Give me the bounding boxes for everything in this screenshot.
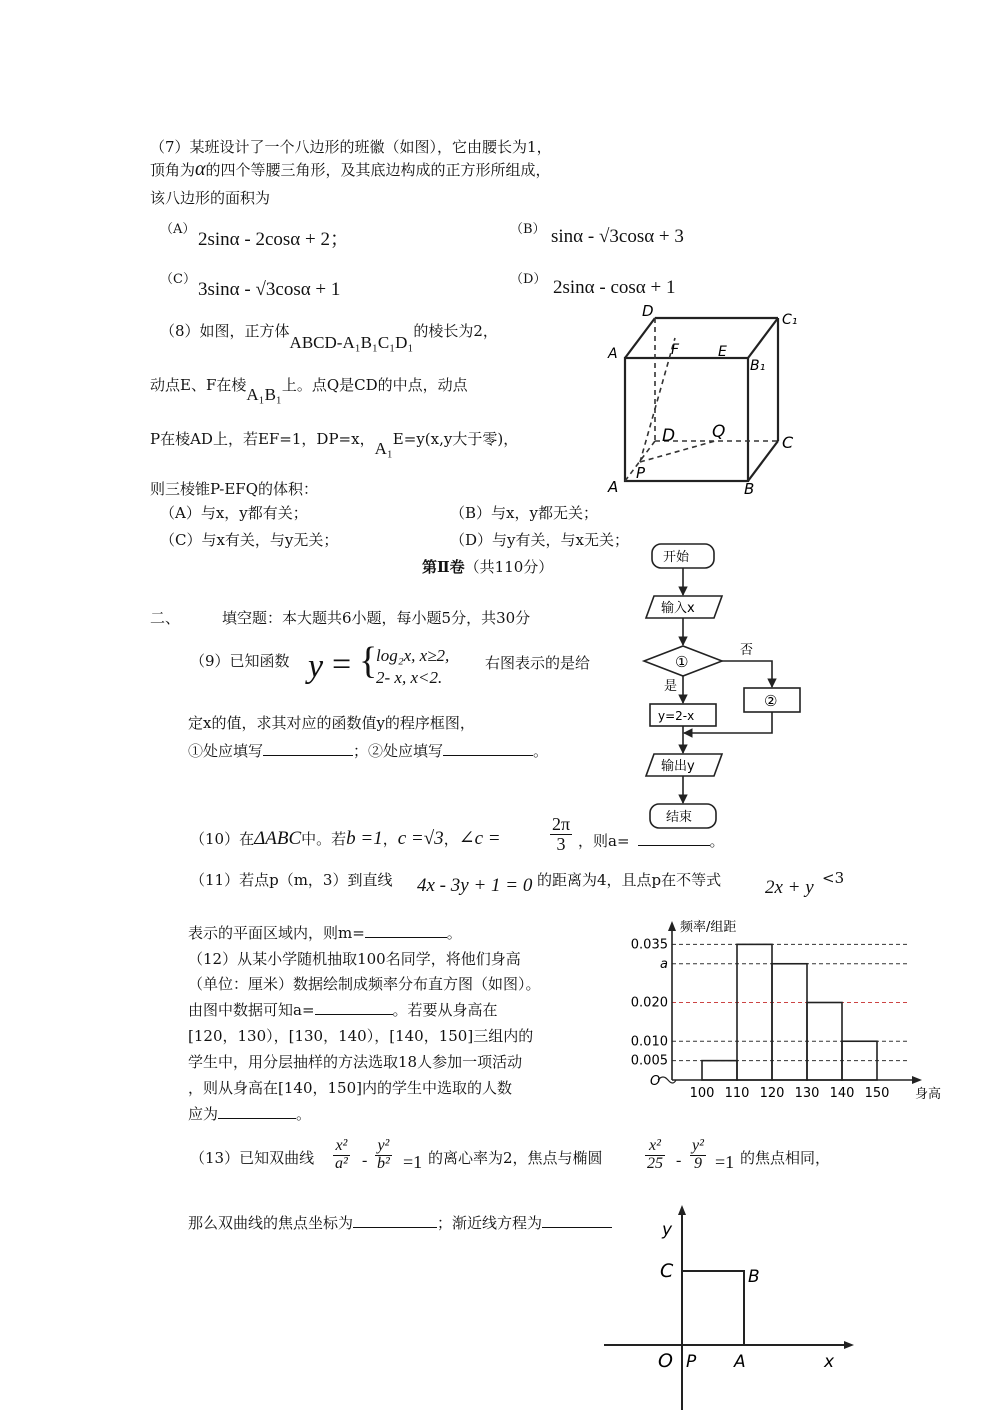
coord-x-label: x	[824, 1352, 835, 1372]
q7-line2-a: 顶角为	[150, 161, 196, 179]
q13-line2-b: ；渐近线方程为	[437, 1214, 543, 1232]
cube-label-e: E	[718, 344, 727, 360]
q7-opt-d-label: （D）	[510, 272, 547, 287]
flow-end: 结束	[666, 810, 693, 825]
q13-frac2	[375, 1138, 392, 1173]
q11-line2-b: 。	[446, 924, 462, 942]
hist-xtick-label: 110	[724, 1086, 750, 1101]
flow-no: 否	[740, 643, 754, 658]
flow-input: 输入x	[661, 601, 695, 616]
q11-line2	[188, 922, 462, 943]
hist-ytick-label: 0.010	[630, 1034, 668, 1050]
q8-line3-a: P在棱AD上，若EF=1，DP=x，	[150, 430, 375, 448]
coord-o-label: O	[658, 1350, 673, 1372]
q11-lt: <3	[822, 869, 845, 887]
q13-x2-b: x²	[645, 1138, 665, 1156]
q8-line3-a1: A₁	[374, 439, 393, 458]
q10-fraction	[550, 815, 572, 854]
cube-label-b: B	[744, 480, 755, 495]
q13-minus2: -	[676, 1152, 682, 1169]
q12-line7	[188, 1103, 311, 1124]
q8-line1-b: 的棱长为2，	[413, 322, 498, 340]
q13-a2: a²	[335, 1154, 348, 1172]
q9-line3-a: ①处应填写	[188, 742, 264, 760]
q10-b: b =1	[346, 828, 383, 849]
q9-line2: 定x的值，求其对应的函数值y的程序框图，	[188, 714, 475, 732]
q13-x2: x²	[333, 1138, 350, 1156]
hist-ytick-label: 0.005	[630, 1053, 668, 1069]
q10-frac-den: 3	[556, 833, 566, 854]
q7-opt-a: 2sinα - 2cosα + 2；	[198, 229, 349, 250]
q11-mid: 的距离为4，且点p在不等式	[537, 871, 722, 889]
q7-opt-c: 3sinα - √3cosα + 1	[198, 279, 341, 300]
q10-tail	[578, 830, 725, 851]
q9-eq: =	[332, 646, 352, 683]
hist-xtick-label: 130	[794, 1086, 820, 1101]
q11-ineq: 2x + y	[765, 877, 814, 898]
q13-minus1: -	[362, 1152, 368, 1169]
hist-bar	[702, 1061, 737, 1080]
q13-eq2: =1	[715, 1152, 735, 1172]
q8-line2-b: 上。点Q是CD的中点，动点	[281, 376, 468, 394]
q12-line1: （12）从某小学随机抽取100名同学，将他们身高	[188, 950, 521, 968]
q12-line5: 学生中，用分层抽样的方法选取18人参加一项活动	[188, 1053, 523, 1071]
q8-line3-b: E=y(x,y大于零)，	[392, 430, 519, 448]
q13-y2: y²	[375, 1138, 392, 1156]
q9-line3-b: ；②处应填写	[353, 742, 444, 760]
hist-xtick-label: 140	[829, 1086, 855, 1101]
flow-start: 开始	[663, 550, 690, 565]
q8-cube-name: ABCD-A₁B₁C₁D₁	[289, 333, 414, 352]
q12-line7-a: 应为	[188, 1105, 219, 1123]
q8-line3	[150, 428, 519, 458]
q13-mid: 的离心率为2，焦点与椭圆	[428, 1149, 603, 1167]
hist-ytick-label: 0.020	[630, 995, 668, 1011]
q8-opt-b: （B）与x，y都无关；	[450, 504, 598, 522]
hist-origin: O	[650, 1074, 661, 1089]
q13-line2	[188, 1212, 612, 1233]
hist-ylabel: 频率/组距	[680, 920, 737, 935]
q7-line2-b: 的四个等腰三角形，及其底边构成的正方形所组成，	[205, 161, 551, 179]
q9-brace: {	[359, 640, 378, 682]
q7-alpha: α	[195, 158, 206, 180]
q8-line2	[150, 374, 468, 404]
q10-angle: ∠c =	[458, 828, 501, 849]
q12-line3	[188, 999, 498, 1020]
q8-opt-d: （D）与y有关，与x无关；	[450, 531, 629, 549]
q10-line	[190, 827, 501, 850]
q8-line4: 则三棱锥P-EFQ的体积：	[150, 480, 318, 498]
section2-heading-bold: 第Ⅱ卷	[422, 558, 465, 576]
q8-line1-a: （8）如图，正方体	[160, 322, 290, 340]
q12-line6: ，则从身高在[140，150]内的学生中选取的人数	[188, 1079, 512, 1097]
hist-bar	[772, 964, 807, 1080]
cube-label-q: Q	[712, 422, 726, 442]
flowchart	[630, 540, 820, 835]
section2-sub-num: 二、	[150, 609, 181, 627]
q9-blank-1[interactable]	[263, 741, 353, 756]
q10-triangle: ΔABC	[254, 828, 302, 849]
q9-y: y	[308, 648, 324, 685]
q12-line3-b: 。若要从身高在	[392, 1001, 498, 1019]
hist-xtick-label: 150	[864, 1086, 890, 1101]
q13-tail: 的焦点相同，	[740, 1149, 831, 1167]
q9-case2: 2- x, x<2.	[376, 668, 443, 687]
q10-end: 。	[709, 832, 725, 850]
q13-prefix: （13）已知双曲线	[190, 1149, 315, 1167]
q9-line3	[188, 740, 548, 761]
q12-line2: （单位：厘米）数据绘制成频率分布直方图（如图）。	[188, 975, 541, 993]
coord-b-label: B	[748, 1267, 760, 1287]
histogram	[610, 915, 955, 1105]
q9-blank-2[interactable]	[443, 741, 533, 756]
q11-prefix: （11）若点p（m，3）到直线	[190, 871, 393, 889]
hist-ytick-label: 0.035	[630, 937, 668, 953]
q12-blank-1[interactable]	[315, 1000, 393, 1015]
q10-frac-num: 2π	[552, 814, 571, 834]
section2-heading	[422, 556, 553, 577]
cube-figure	[600, 300, 810, 495]
cube-label-f: F	[671, 342, 680, 358]
q7-line3: 该八边形的面积为	[150, 189, 271, 207]
coord-a-label: A	[734, 1352, 746, 1372]
q13-frac3	[645, 1138, 665, 1173]
flow-yes: 是	[664, 679, 678, 694]
q13-frac1	[333, 1138, 350, 1173]
q11-line2-a: 表示的平面区域内，则m=	[188, 924, 365, 942]
hist-xtick-label: 120	[759, 1086, 785, 1101]
coord-figure	[600, 1205, 860, 1413]
coord-y-label: y	[662, 1220, 673, 1240]
cube-label-c: C	[782, 433, 794, 452]
q11-blank[interactable]	[365, 923, 447, 938]
q13-blank-1[interactable]	[353, 1213, 437, 1228]
q8-line2-a: 动点E、F在棱	[150, 376, 247, 394]
coord-c-label: C	[660, 1260, 674, 1282]
q13-line2-a: 那么双曲线的焦点坐标为	[188, 1214, 354, 1232]
q10-tail-text: ，则a=	[578, 832, 630, 850]
q13-9: 9	[693, 1154, 702, 1172]
q10-c: c =√3	[397, 828, 444, 849]
q9-suffix: 右图表示的是给	[485, 654, 591, 672]
q9-prefix: （9）已知函数	[190, 652, 290, 670]
q7-line1: （7）某班设计了一个八边形的班徽（如图），它由腰长为1，	[150, 138, 552, 156]
cube-label-a: A	[608, 478, 619, 495]
q9-line3-c: 。	[533, 742, 549, 760]
hist-bar	[737, 944, 772, 1080]
cube-label-a1: A	[608, 346, 618, 362]
flow-assign: y=2-x	[658, 709, 695, 723]
section2-heading-rest: （共110分）	[464, 558, 554, 576]
hist-xtick-label: 100	[689, 1086, 715, 1101]
q10-prefix: （10）在	[190, 830, 255, 848]
q7-opt-c-label: （C）	[160, 272, 196, 287]
flow-output: 输出y	[661, 759, 695, 774]
flow-cond: ①	[675, 653, 689, 671]
q7-opt-d: 2sinα - cosα + 1	[553, 277, 676, 298]
q9-case1: log₂x, x≥2,	[376, 646, 450, 665]
flow-box2: ②	[764, 692, 778, 710]
q12-line3-a: 由图中数据可知a=	[188, 1001, 315, 1019]
q13-eq1: =1	[403, 1152, 423, 1172]
q12-line4: [120，130），[130，140），[140，150]三组内的	[188, 1027, 534, 1045]
cube-label-d: D	[662, 426, 676, 446]
q10-comma1: ，	[382, 830, 398, 848]
q13-b2: b²	[377, 1154, 390, 1172]
q10-mid: 中。若	[301, 830, 347, 848]
q7-opt-a-label: （A）	[160, 222, 196, 237]
q13-25: 25	[647, 1154, 663, 1172]
hist-ytick-label: a	[660, 956, 668, 972]
q8-opt-a: （A）与x，y都有关；	[160, 504, 308, 522]
q12-line7-b: 。	[296, 1105, 312, 1123]
q8-line1	[160, 320, 498, 352]
q7-line2	[150, 158, 551, 181]
q12-blank-2[interactable]	[218, 1104, 296, 1119]
cube-label-p: P	[636, 464, 646, 482]
q8-edge: A₁B₁	[246, 385, 282, 404]
q13-y2-b: y²	[692, 1137, 704, 1154]
cube-label-b1: B₁	[750, 358, 766, 374]
q10-comma2: ，	[443, 830, 459, 848]
q13-frac4	[690, 1138, 706, 1173]
q7-opt-b: sinα - √3cosα + 3	[551, 226, 684, 247]
cube-label-d1: D	[642, 302, 654, 320]
q8-opt-c: （C）与x有关，与y无关；	[160, 531, 339, 549]
q7-opt-b-label: （B）	[510, 222, 546, 237]
q10-blank[interactable]	[638, 831, 710, 846]
coord-p-label: P	[686, 1352, 697, 1372]
q11-line: 4x - 3y + 1 = 0	[417, 875, 533, 896]
hist-xlabel: 身高	[915, 1087, 942, 1102]
section2-sub-text: 填空题：本大题共6小题，每小题5分，共30分	[222, 609, 531, 627]
cube-label-c1: C₁	[782, 312, 798, 328]
